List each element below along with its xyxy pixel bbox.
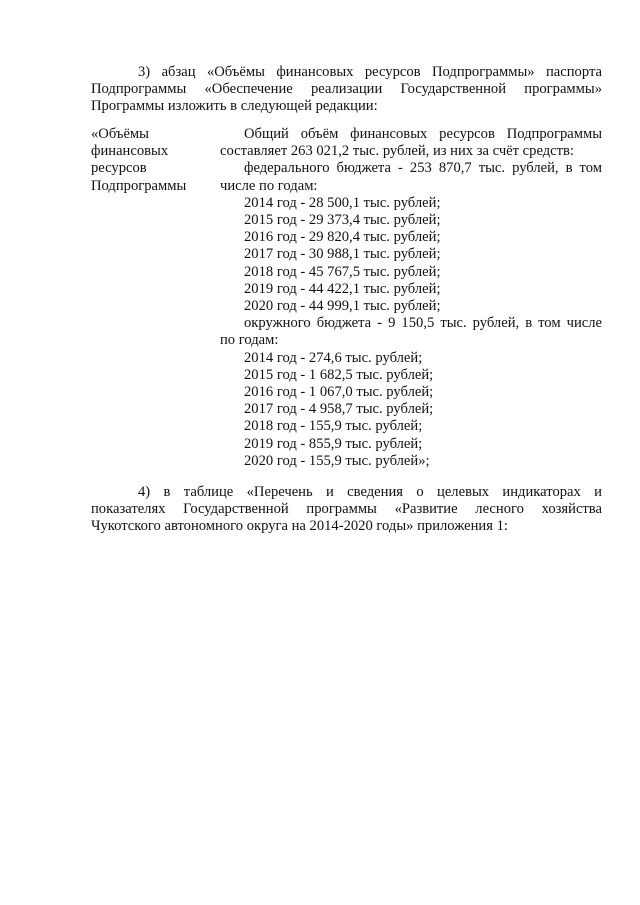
- table-label-line-1: «Объёмы: [91, 126, 149, 142]
- district-year-2017: 2017 год - 4 958,7 тыс. рублей;: [244, 401, 434, 418]
- federal-year-2017: 2017 год - 30 988,1 тыс. рублей;: [244, 246, 441, 263]
- table-value-column: [220, 126, 602, 470]
- table-label-line-4: Подпрограммы: [91, 177, 187, 194]
- table-label-column: [91, 126, 211, 195]
- paragraph-4-line-1: 4) в таблице «Перечень и сведения о целевых индикаторах и: [138, 484, 602, 500]
- federal-year-2016: 2016 год - 29 820,4 тыс. рублей;: [244, 229, 441, 246]
- district-line-1: окружного бюджета - 9 150,5 тыс. рублей, в том числе: [244, 315, 602, 332]
- paragraph-4-line-3: Чукотского автономного округа на 2014-2020 годы» приложения 1:: [91, 518, 508, 535]
- federal-year-2015: 2015 год - 29 373,4 тыс. рублей;: [244, 212, 441, 229]
- paragraph-3: [91, 64, 602, 116]
- table-label-line-2: финансовых: [91, 143, 169, 160]
- federal-year-2020: 2020 год - 44 999,1 тыс. рублей;: [244, 298, 441, 315]
- district-year-2020: 2020 год - 155,9 тыс. рублей»;: [244, 452, 430, 469]
- federal-year-2018: 2018 год - 45 767,5 тыс. рублей;: [244, 263, 441, 280]
- federal-line-2: числе по годам:: [220, 177, 318, 194]
- paragraph-3-line-1: 3) абзац «Объёмы финансовых ресурсов Подпрограммы» паспорта: [138, 64, 602, 80]
- district-year-2014: 2014 год - 274,6 тыс. рублей;: [244, 349, 423, 366]
- total-line-2: составляет 263 021,2 тыс. рублей, из них за счёт средств:: [220, 143, 574, 160]
- district-year-2016: 2016 год - 1 067,0 тыс. рублей;: [244, 384, 434, 401]
- federal-line-1: федерального бюджета - 253 870,7 тыс. рублей, в том: [244, 160, 602, 177]
- total-line-1: Общий объём финансовых ресурсов Подпрограммы: [244, 126, 602, 142]
- table-label-line-3: ресурсов: [91, 160, 147, 177]
- paragraph-4: [91, 484, 602, 536]
- paragraph-4-line-2: показателях Государственной программы «Развитие лесного хозяйства: [91, 501, 602, 518]
- paragraph-3-line-2: Подпрограммы «Обеспечение реализации Государственной программы»: [91, 81, 602, 98]
- district-year-2019: 2019 год - 855,9 тыс. рублей;: [244, 435, 423, 452]
- paragraph-3-line-3: Программы изложить в следующей редакции:: [91, 98, 378, 115]
- federal-year-2019: 2019 год - 44 422,1 тыс. рублей;: [244, 280, 441, 297]
- district-year-2018: 2018 год - 155,9 тыс. рублей;: [244, 418, 423, 435]
- district-year-2015: 2015 год - 1 682,5 тыс. рублей;: [244, 366, 434, 383]
- district-line-2: по годам:: [220, 332, 279, 349]
- federal-year-2014: 2014 год - 28 500,1 тыс. рублей;: [244, 194, 441, 211]
